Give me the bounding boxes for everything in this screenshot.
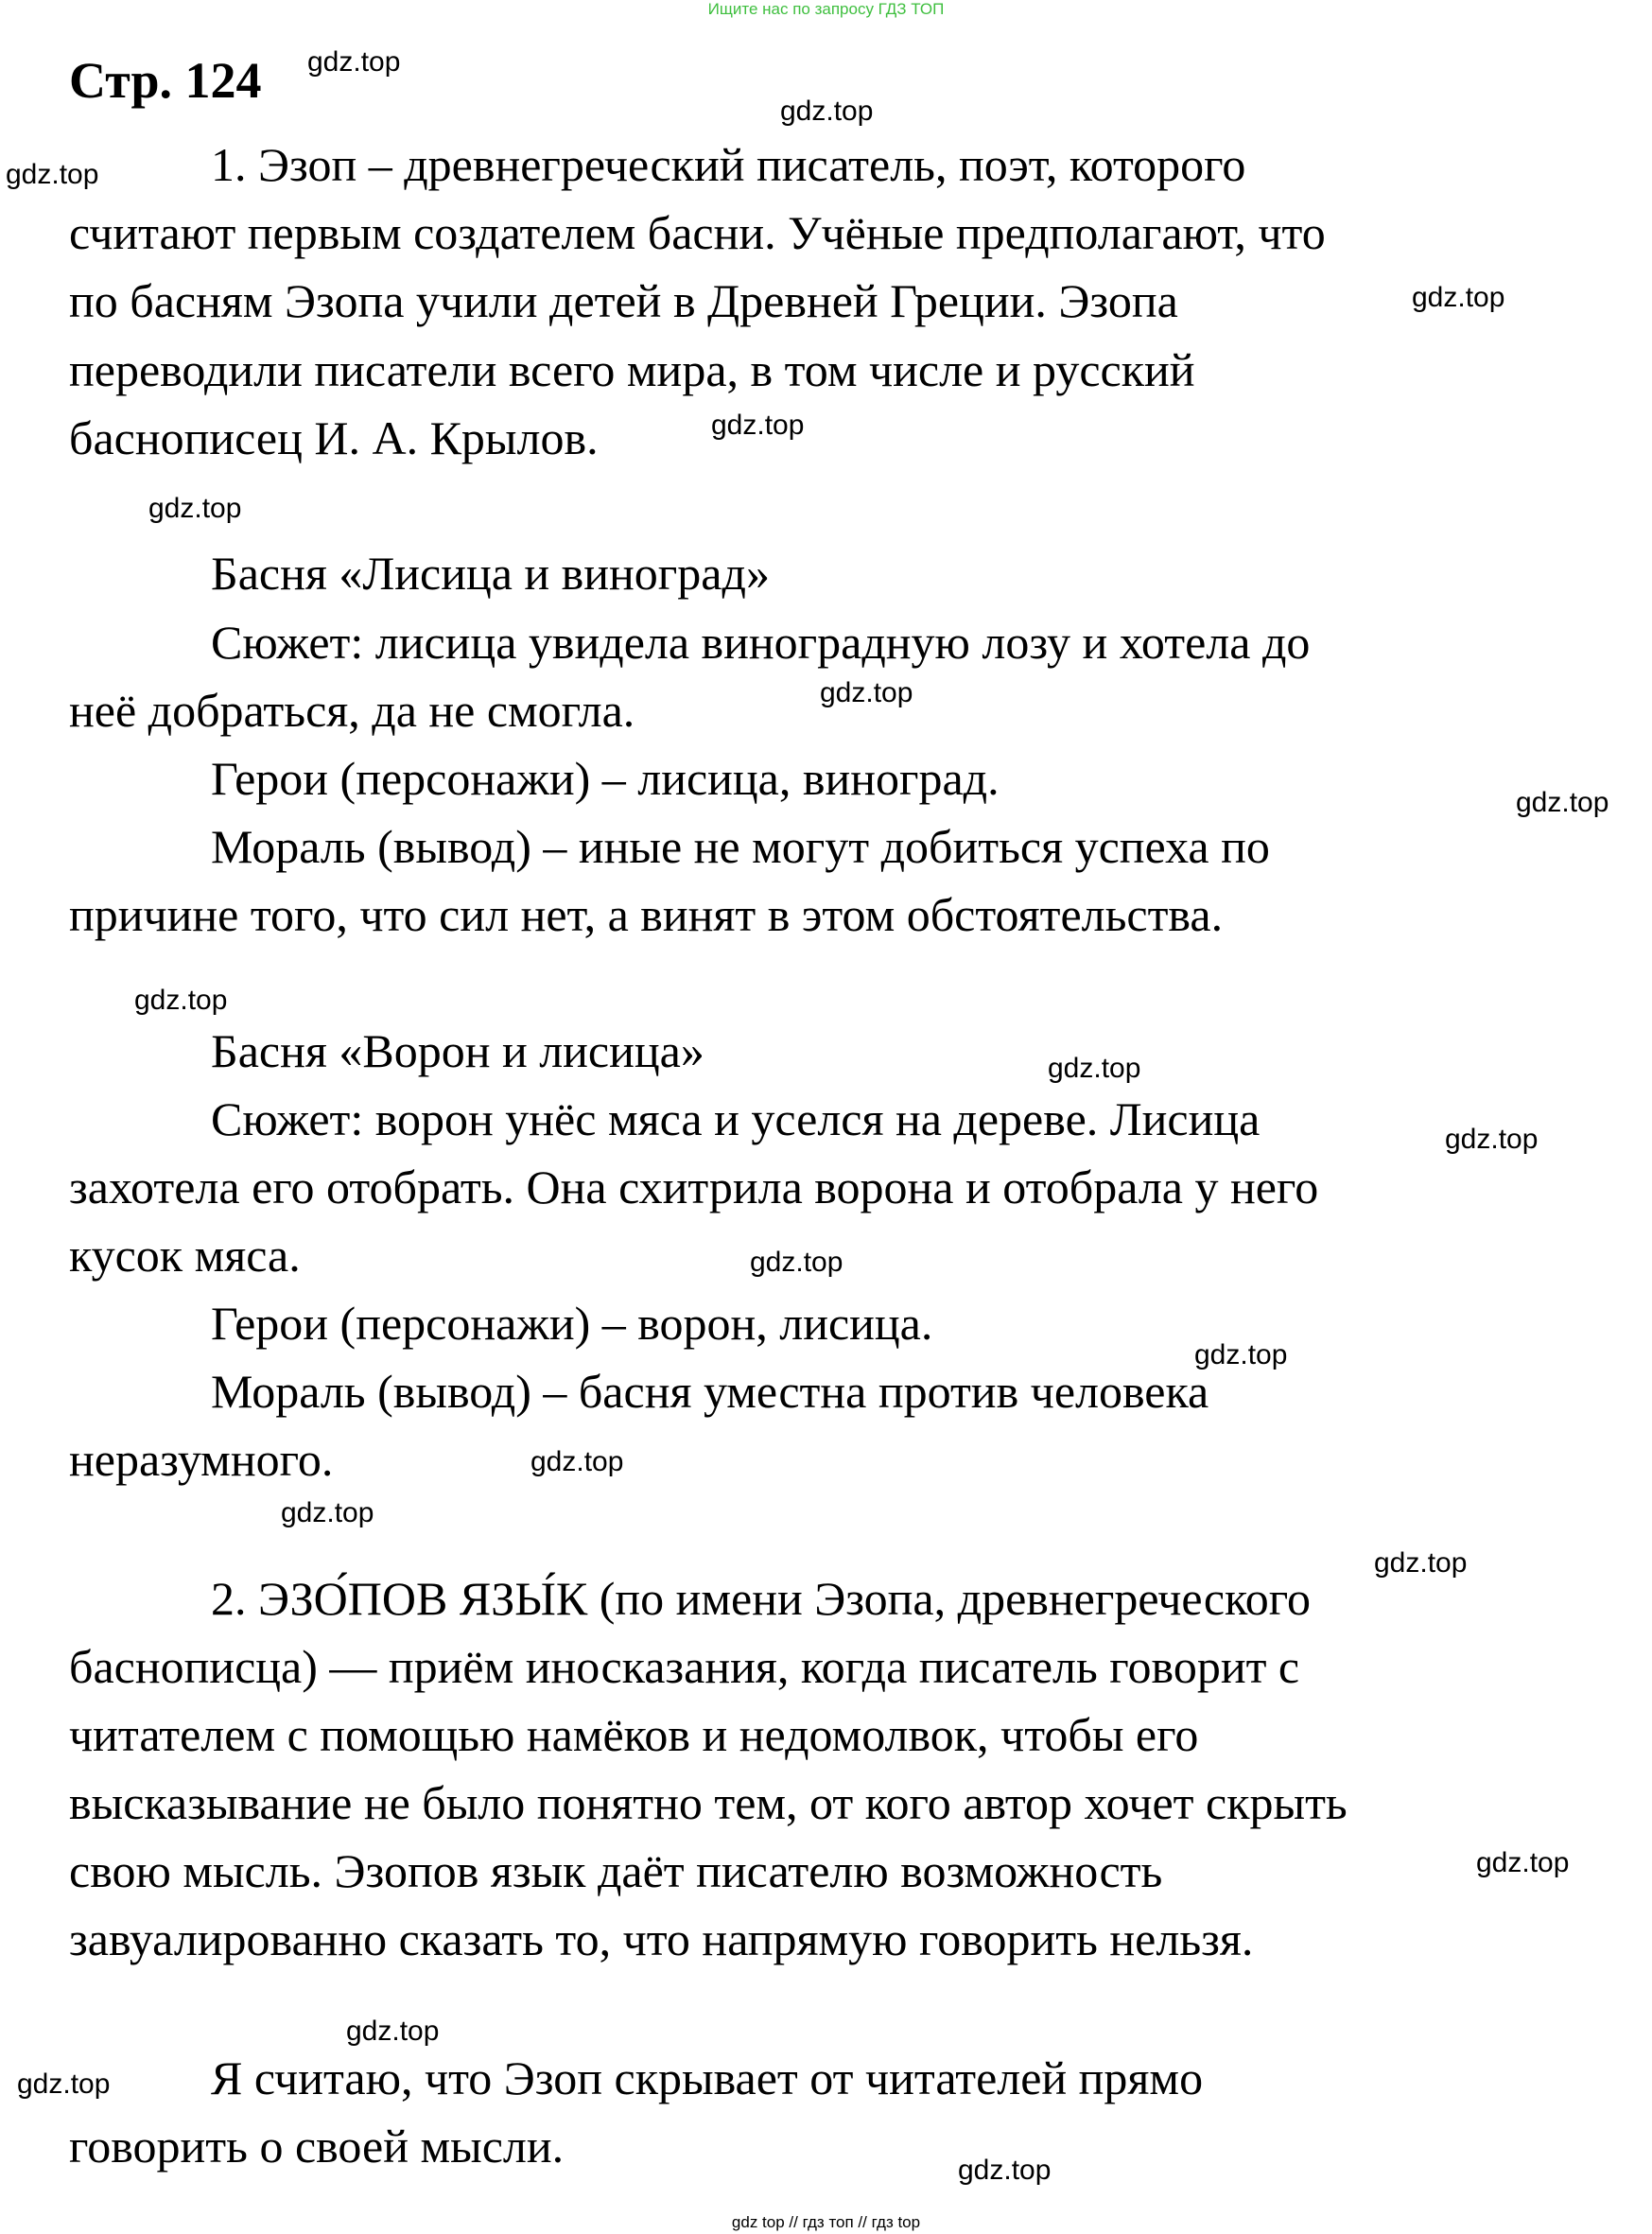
watermark: gdz.top <box>1516 787 1609 818</box>
watermark: gdz.top <box>750 1247 843 1278</box>
watermark: gdz.top <box>1476 1847 1570 1878</box>
watermark: gdz.top <box>1374 1547 1468 1579</box>
paragraph-line: кусок мяса. <box>69 1229 301 1282</box>
watermark: gdz.top <box>346 2016 440 2047</box>
watermark: gdz.top <box>530 1446 624 1477</box>
paragraph-line: высказывание не было понятно тем, от кого автор хочет скрыть <box>69 1776 1348 1829</box>
watermark: gdz.top <box>1445 1124 1539 1155</box>
watermark: gdz.top <box>820 677 913 708</box>
paragraph-line: баснописца) — приём иносказания, когда писатель говорит с <box>69 1640 1300 1693</box>
page-title: Стр. 124 <box>69 52 262 109</box>
paragraph-line: Сюжет: лисица увидела виноградную лозу и хотела до <box>211 616 1311 669</box>
paragraph-line: свою мысль. Эзопов язык даёт писателю возможность <box>69 1844 1163 1897</box>
paragraph-line: неразумного. <box>69 1433 334 1486</box>
paragraph-line: захотела его отобрать. Она схитрила ворона и отобрала у него <box>69 1161 1319 1213</box>
watermark: gdz.top <box>958 2155 1052 2186</box>
paragraph-line: причине того, что сил нет, а винят в этом обстоятельства. <box>69 888 1224 941</box>
paragraph-line: 1. Эзоп – древнегреческий писатель, поэт, которого <box>211 138 1246 191</box>
paragraph-line: переводили писатели всего мира, в том числе и русский <box>69 343 1195 396</box>
watermark: gdz.top <box>1412 282 1505 313</box>
paragraph-line: завуалированно сказать то, что напрямую говорить нельзя. <box>69 1912 1254 1965</box>
watermark: gdz.top <box>6 159 99 190</box>
watermark: gdz.top <box>148 493 242 524</box>
footer-watermark: gdz top // гдз топ // гдз top <box>731 2213 921 2231</box>
paragraph-line: баснописец И. А. Крылов. <box>69 411 599 464</box>
watermark: gdz.top <box>780 96 874 127</box>
paragraph-line: неё добраться, да не смогла. <box>69 684 635 737</box>
paragraph-line: Мораль (вывод) – иные не могут добиться успеха по <box>211 820 1270 873</box>
paragraph-line: 2. ЭЗО́ПОВ ЯЗЫ́К (по имени Эзопа, древнегреческого <box>211 1572 1312 1625</box>
top-banner[interactable]: Ищите нас по запросу ГДЗ ТОП <box>707 0 945 18</box>
paragraph-line: по басням Эзопа учили детей в Древней Греции. Эзопа <box>69 274 1178 327</box>
watermark: gdz.top <box>134 985 228 1016</box>
watermark: gdz.top <box>17 2068 111 2100</box>
paragraph-line: Герои (персонажи) – ворон, лисица. <box>211 1297 933 1350</box>
fable-title: Басня «Лисица и виноград» <box>211 547 770 600</box>
paragraph-line: считают первым создателем басни. Учёные предполагают, что <box>69 206 1326 259</box>
paragraph-line: говорить о своей мысли. <box>69 2120 565 2173</box>
watermark: gdz.top <box>307 46 401 78</box>
watermark: gdz.top <box>1048 1053 1141 1084</box>
paragraph-line: Мораль (вывод) – басня уместна против человека <box>211 1365 1209 1418</box>
fable-title: Басня «Ворон и лисица» <box>211 1024 704 1077</box>
paragraph-line: Герои (персонажи) – лисица, виноград. <box>211 752 1000 805</box>
paragraph-line: Сюжет: ворон унёс мяса и уселся на дереве. Лисица <box>211 1092 1261 1145</box>
watermark: gdz.top <box>1194 1339 1288 1370</box>
paragraph-line: Я считаю, что Эзоп скрывает от читателей прямо <box>211 2051 1204 2104</box>
watermark: gdz.top <box>711 410 805 441</box>
paragraph-line: читателем с помощью намёков и недомолвок, чтобы его <box>69 1708 1199 1761</box>
watermark: gdz.top <box>281 1497 374 1528</box>
